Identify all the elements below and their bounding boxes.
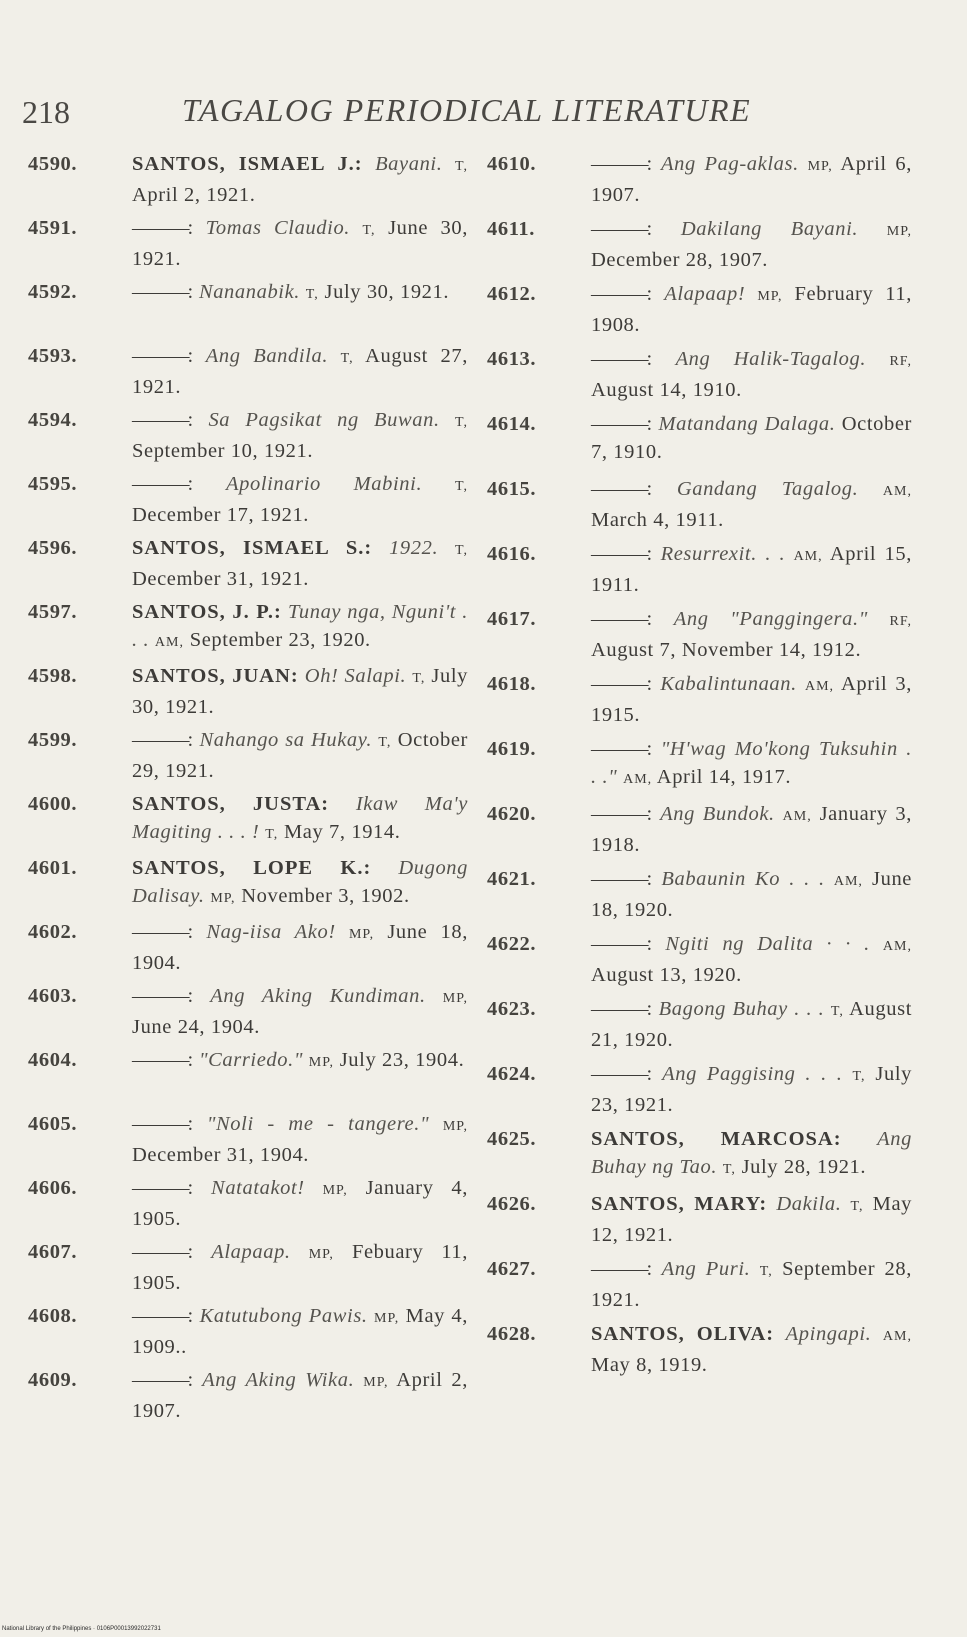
bibliography-entry [28,854,468,918]
bibliography-entry [28,1110,468,1174]
bibliography-entry [28,470,468,534]
entry-date: April 2, 1907. [132,1369,468,1422]
entry-number: 4628. [487,1323,537,1345]
bibliography-entry [28,342,468,406]
bibliography-entry [28,1302,468,1366]
entry-date: August 27, 1921. [132,345,468,398]
entry-title: Ang Paggising . . . [662,1063,843,1085]
entry-date: April 2, 1921. [132,184,256,206]
entry-date: February 11, 1908. [591,283,912,336]
entry-ditto-dash: ———: [132,1049,192,1071]
entry-source: T, [265,827,279,842]
entry-ditto-dash: ———: [132,345,192,367]
entry-source: T, [412,671,426,686]
entry-title: "H'wag Mo'kong Tuksuhin . . ." [591,738,912,788]
entry-title: Ang Puri. [661,1258,751,1280]
bibliography-entry [28,726,468,790]
bibliography-entry [28,1046,468,1110]
entry-source: MP, [757,289,783,304]
entry-source: MP, [886,224,912,239]
entry-date: October 29, 1921. [132,729,468,782]
entry-title: Sa Pagsikat ng Buwan. [208,409,440,431]
entry-date: May 12, 1921. [591,1193,913,1246]
entry-title: Tomas Claudio. [205,217,351,239]
entry-ditto-dash: ———: [132,985,192,1007]
entry-number: 4605. [28,1113,78,1135]
entry-source: T, [454,415,468,430]
entry-source: MP, [363,1375,389,1390]
entry-title: Dakilang Bayani. [680,218,859,240]
entry-source: T, [454,479,468,494]
entry-title: Nahango sa Hukay. [199,729,373,751]
entry-number: 4590. [28,153,78,175]
entry-source: AM, [793,549,823,564]
entry-source: MP, [442,1119,468,1134]
bibliography-entry [28,982,468,1046]
entry-source: MP, [442,991,468,1006]
entry-date: December 31, 1921. [132,568,310,590]
entry-number: 4593. [28,345,78,367]
entry-date: September 28, 1921. [591,1258,912,1311]
entry-date: October 7, 1910. [591,413,912,463]
entry-number: 4621. [487,868,537,890]
entry-ditto-dash: ———: [591,218,651,240]
entry-title: Ang "Panggingera." [673,608,868,630]
entry-number: 4610. [487,153,537,175]
entry-number: 4617. [487,608,537,630]
entry-ditto-dash: ———: [132,217,192,239]
entry-title: Dugong Dalisay. [132,857,468,907]
entry-title: Ang Bandila. [205,345,329,367]
entry-source: MP, [374,1311,400,1326]
page-header [22,92,922,142]
entry-source: T, [362,223,376,238]
entry-number: 4623. [487,998,537,1020]
entry-title: Ang Aking Kundiman. [210,985,426,1007]
entry-number: 4611. [487,218,535,240]
entry-title: Ikaw Ma'y Magiting . . . ! [132,793,468,843]
entry-number: 4600. [28,793,78,815]
entry-number: 4606. [28,1177,78,1199]
bibliography-entry [28,406,468,470]
entry-number: 4601. [28,857,78,879]
bibliography-entry [487,1060,912,1125]
entry-title: Apingapi. [785,1323,872,1345]
entry-ditto-dash: ———: [132,1177,192,1199]
entry-number: 4597. [28,601,78,623]
entry-source: MP, [348,927,375,942]
entry-title: Alapaap. [211,1241,291,1263]
entry-title: Tunay nga, Nguni't . . . [132,601,468,651]
entry-title: "Carriedo." [198,1049,304,1071]
entry-number: 4592. [28,281,78,303]
entry-source: T, [830,1004,844,1019]
bibliography-entry [487,735,912,800]
entry-date: August 21, 1920. [591,998,912,1051]
entry-number: 4616. [487,543,537,565]
scan-credit: National Library of the Philippines · 0106P00013992022731 [2,1626,161,1632]
left-column [28,150,468,1430]
bibliography-entry [487,410,912,475]
bibliography-entry [28,278,468,342]
entry-title: Natatakot! [211,1177,305,1199]
bibliography-entry [28,214,468,278]
entry-number: 4608. [28,1305,78,1327]
entry-number: 4612. [487,283,537,305]
entry-date: July 30, 1921. [132,665,468,718]
bibliography-entry [28,1366,468,1430]
bibliography-entry [28,918,468,982]
entry-date: August 7, November 14, 1912. [591,639,862,661]
entry-ditto-dash: ———: [132,1241,192,1263]
entry-title: Oh! Salapi. [304,665,407,687]
entry-source: MP, [308,1247,334,1262]
entry-date: April 3, 1915. [591,673,912,726]
entry-ditto-dash: ———: [591,1063,651,1085]
bibliography-entry [487,540,912,605]
entry-number: 4603. [28,985,78,1007]
entry-date: March 4, 1911. [591,509,724,531]
bibliography-entry [487,1255,912,1320]
entry-title: Ang Pag-aklas. [660,153,799,175]
entry-source: T, [305,287,319,302]
entry-ditto-dash: ———: [132,473,192,495]
entry-ditto-dash: ———: [591,673,651,695]
entry-ditto-dash: ———: [591,543,651,565]
entry-date: June 24, 1904. [132,1016,260,1038]
entry-date: September 10, 1921. [132,440,314,462]
bibliography-entry [487,605,912,670]
entry-date: July 23, 1921. [591,1063,912,1116]
bibliography-entry [487,1320,912,1385]
entry-date: August 13, 1920. [591,964,742,986]
entry-title: Dakila. [776,1193,842,1215]
entry-source: T, [378,735,392,750]
bibliography-entry [487,280,912,345]
entry-number: 4622. [487,933,537,955]
entry-author: SANTOS, MARY: [591,1193,768,1215]
entry-number: 4615. [487,478,537,500]
entry-source: AM, [882,484,912,499]
entry-date: December 17, 1921. [132,504,310,526]
entry-title: Ang Bundok. [660,803,775,825]
page-number: 218 [22,94,70,130]
entry-source: T, [852,1069,866,1084]
entry-title: Ang Buhay ng Tao. [591,1128,912,1178]
entry-title: Bayani. [375,153,443,175]
entry-number: 4609. [28,1369,78,1391]
bibliography-entry [28,1238,468,1302]
bibliography-entry [28,1174,468,1238]
entry-ditto-dash: ———: [591,413,651,435]
entry-number: 4624. [487,1063,537,1085]
entry-date: August 14, 1910. [591,379,742,401]
entry-title: Alapaap! [664,283,746,305]
entry-source: T, [340,351,354,366]
bibliography-entry [28,598,468,662]
entry-title: Kabalintunaan. [660,673,797,695]
entry-source: MP, [308,1055,334,1070]
bibliography-entry [487,1190,912,1255]
entry-ditto-dash: ———: [591,153,651,175]
entry-date: September 23, 1920. [189,629,371,651]
bibliography-entry [28,662,468,726]
entry-author: SANTOS, J. P.: [132,601,282,623]
entry-title: "Noli - me - tangere." [206,1113,430,1135]
entry-source: RF, [889,354,912,369]
entry-ditto-dash: ———: [132,281,192,303]
entry-number: 4602. [28,921,78,943]
bibliography-entry [28,150,468,214]
entry-source: AM, [882,939,912,954]
entry-source: AM, [782,809,812,824]
entry-ditto-dash: ———: [591,803,651,825]
bibliography-entry [487,930,912,995]
entry-number: 4607. [28,1241,78,1263]
entry-number: 4599. [28,729,78,751]
entry-author: SANTOS, LOPE K.: [132,857,372,879]
entry-date: May 7, 1914. [283,821,401,843]
entry-source: T, [759,1264,773,1279]
entry-title: Ang Halik-Tagalog. [675,348,867,370]
entry-date: Febuary 11, 1905. [132,1241,469,1294]
entry-title: Gandang Tagalog. [676,478,859,500]
entry-date: July 30, 1921. [324,281,450,303]
bibliography-entry [487,345,912,410]
entry-number: 4591. [28,217,78,239]
entry-source: MP, [807,159,833,174]
running-title: TAGALOG PERIODICAL LITERATURE [182,92,752,128]
bibliography-entry [487,800,912,865]
entry-author: SANTOS, OLIVA: [591,1323,775,1345]
entry-source: RF, [889,614,912,629]
entry-date: June 30, 1921. [132,217,468,270]
entry-number: 4626. [487,1193,537,1215]
entry-title: Ngiti ng Dalita · · . [665,933,870,955]
entry-title: Katutubong Pawis. [199,1305,368,1327]
entry-title: Babaunin Ko . . . [661,868,825,890]
entry-number: 4614. [487,413,537,435]
entry-title: Resurrexit. . . [660,543,786,565]
entry-date: December 28, 1907. [591,249,769,271]
entry-ditto-dash: ———: [132,921,192,943]
entry-ditto-dash: ———: [591,738,651,760]
entry-source: MP, [210,891,236,906]
entry-number: 4620. [487,803,537,825]
entry-date: June 18, 1904. [132,921,468,974]
entry-source: AM, [833,874,863,889]
bibliography-entry [487,865,912,930]
entry-author: SANTOS, MARCOSA: [591,1128,842,1150]
bibliography-entry [487,475,912,540]
entry-ditto-dash: ———: [591,998,651,1020]
entry-source: AM, [623,772,653,787]
entry-number: 4627. [487,1258,537,1280]
entry-title: 1922. [389,537,439,559]
entry-source: T, [454,159,468,174]
entry-title: Nananabik. [198,281,301,303]
bibliography-entry [487,150,912,215]
entry-title: Nag-iisa Ako! [206,921,336,943]
entry-number: 4594. [28,409,78,431]
bibliography-entry [28,790,468,854]
entry-source: AM, [882,1329,912,1344]
entry-ditto-dash: ———: [591,283,651,305]
entry-author: SANTOS, ISMAEL S.: [132,537,373,559]
entry-number: 4613. [487,348,537,370]
bibliography-entry [487,995,912,1060]
entry-number: 4598. [28,665,78,687]
entry-author: SANTOS, JUSTA: [132,793,330,815]
right-column [487,150,912,1385]
entry-title: Bagong Buhay . . . [658,998,825,1020]
entry-date: June 18, 1920. [591,868,913,921]
entry-date: May 4, 1909.. [132,1305,468,1358]
entry-ditto-dash: ———: [132,729,192,751]
bibliography-entry [487,1125,912,1190]
entry-number: 4604. [28,1049,78,1071]
entry-ditto-dash: ———: [132,409,192,431]
entry-date: December 31, 1904. [132,1144,310,1166]
entry-number: 4625. [487,1128,537,1150]
entry-source: T, [454,543,468,558]
entry-ditto-dash: ———: [591,868,651,890]
entry-ditto-dash: ———: [591,608,651,630]
entry-ditto-dash: ———: [132,1369,192,1391]
entry-ditto-dash: ———: [591,348,651,370]
entry-author: SANTOS, ISMAEL J.: [132,153,363,175]
bibliography-entry [487,670,912,735]
entry-date: April 14, 1917. [656,766,792,788]
bibliography-entry [487,215,912,280]
entry-ditto-dash: ———: [591,933,651,955]
entry-source: AM, [804,679,835,694]
entry-title: Ang Aking Wika. [202,1369,355,1391]
entry-source: T, [722,1162,736,1177]
entry-date: January 3, 1918. [591,803,912,856]
entry-number: 4618. [487,673,537,695]
entry-date: January 4, 1905. [132,1177,468,1230]
entry-date: November 3, 1902. [241,885,410,907]
entry-source: MP, [322,1183,348,1198]
entry-date: May 8, 1919. [591,1354,708,1376]
entry-date: April 6, 1907. [591,153,912,206]
entry-number: 4596. [28,537,78,559]
entry-source: T, [850,1199,864,1214]
entry-ditto-dash: ———: [591,1258,651,1280]
entry-author: SANTOS, JUAN: [132,665,299,687]
entry-number: 4619. [487,738,537,760]
entry-date: July 28, 1921. [741,1156,867,1178]
entry-source: AM, [154,635,184,650]
entry-ditto-dash: ———: [132,1113,192,1135]
entry-date: April 15, 1911. [591,543,912,596]
entry-number: 4595. [28,473,78,495]
entry-ditto-dash: ———: [132,1305,192,1327]
bibliography-entry [28,534,468,598]
entry-title: Matandang Dalaga. [658,413,836,435]
entry-title: Apolinario Mabini. [226,473,423,495]
entry-date: July 23, 1904. [339,1049,465,1071]
entry-ditto-dash: ———: [591,478,651,500]
